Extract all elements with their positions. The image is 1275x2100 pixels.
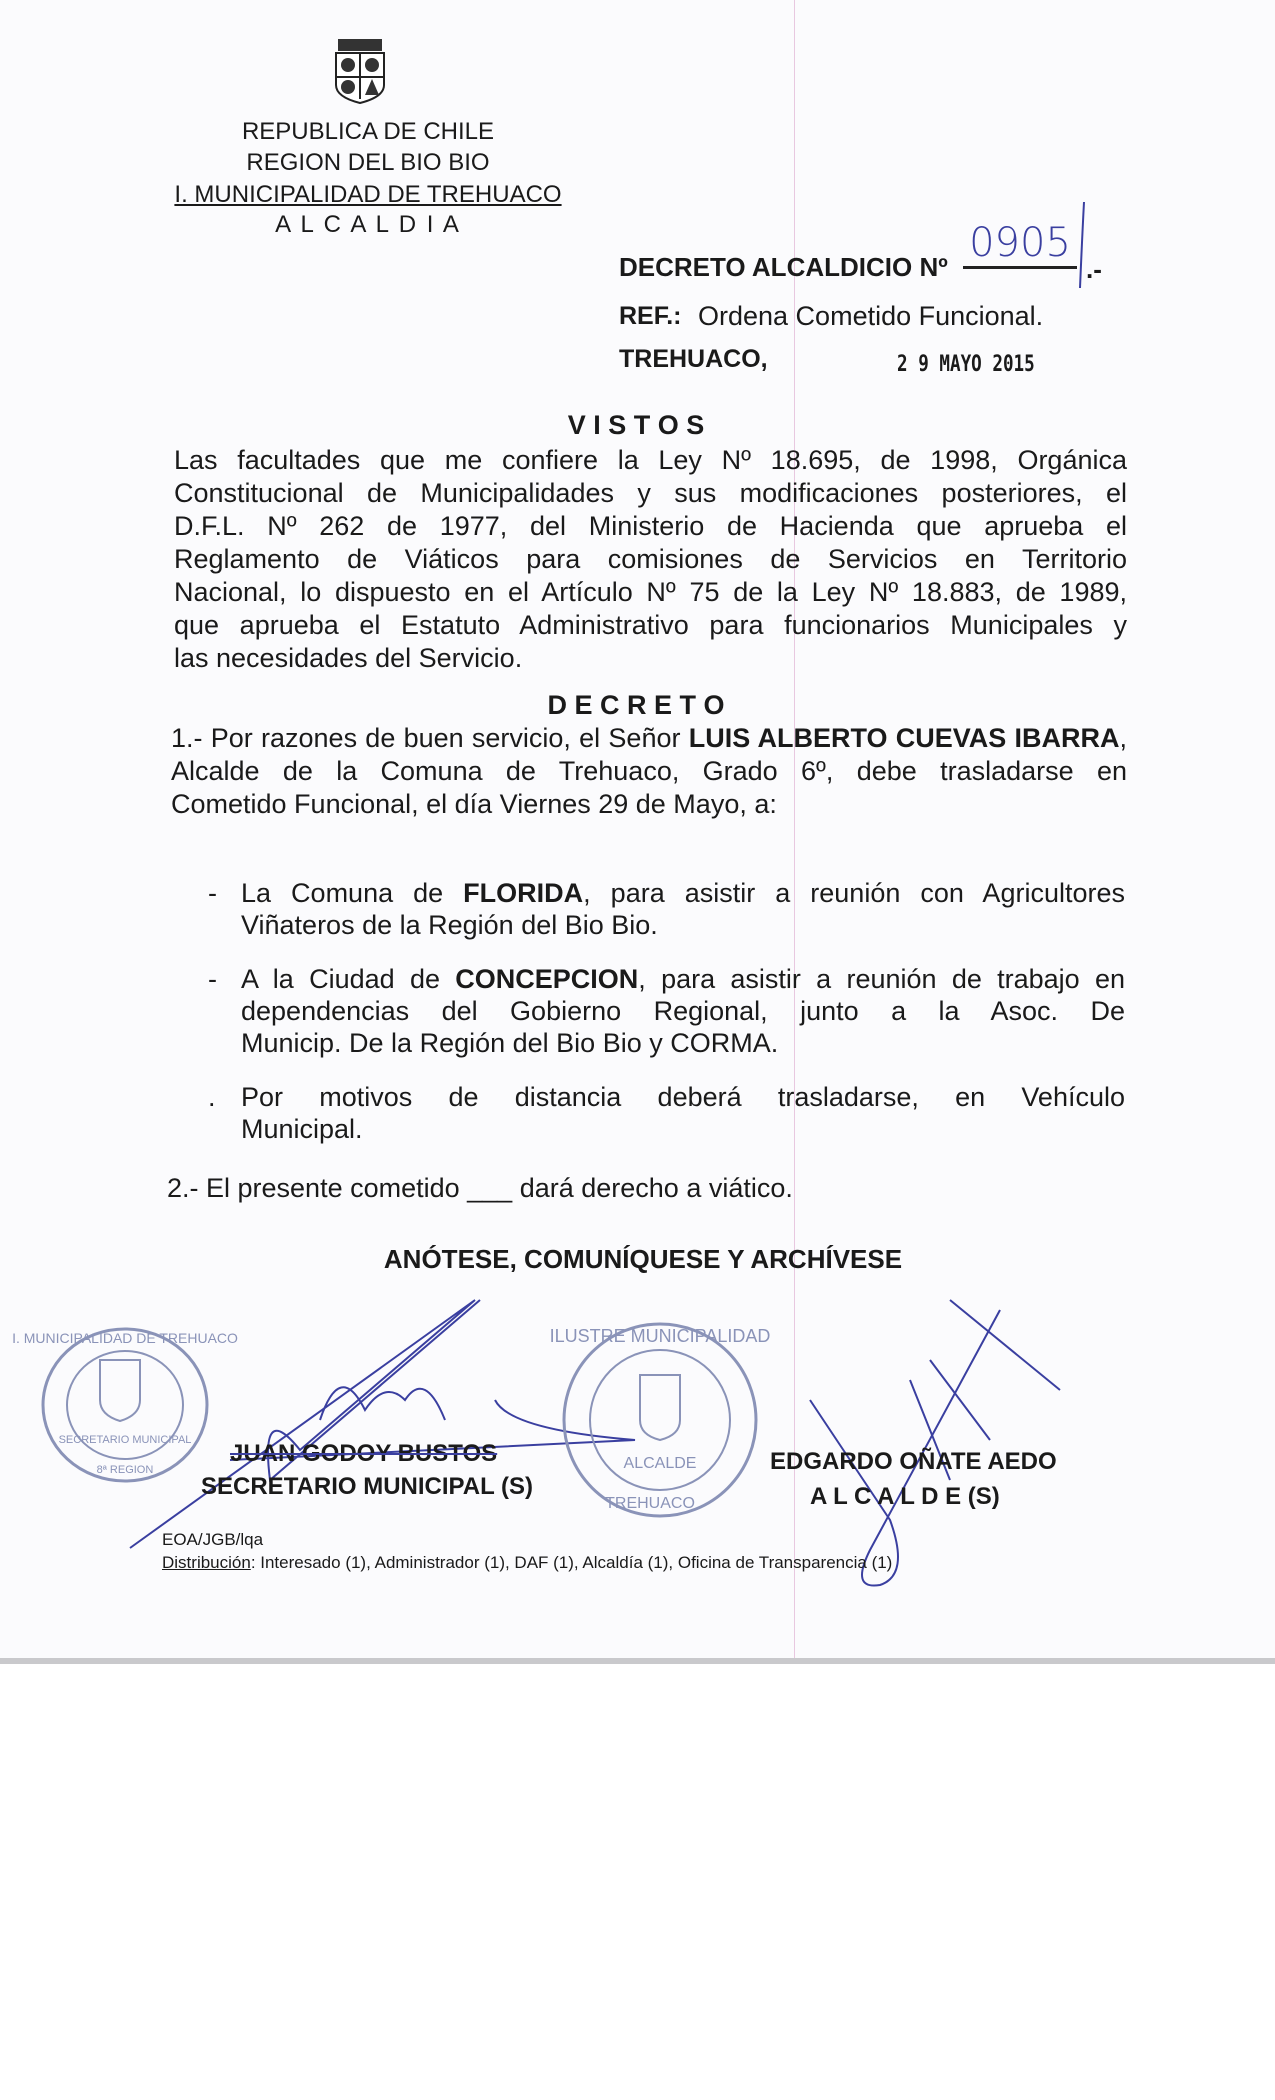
vistos-line: Nacional, lo dispuesto en el Artículo Nº 75 de la Ley Nº 18.883, de 1989, bbox=[174, 577, 1127, 607]
vistos-line: las necesidades del Servicio. bbox=[174, 643, 523, 673]
ref-label: REF.: bbox=[619, 302, 682, 330]
vistos-line: que aprueba el Estatuto Administrativo para funcionarios Municipales y bbox=[174, 610, 1127, 640]
vistos-line: Constitucional de Municipalidades y sus modificaciones posteriores, el bbox=[174, 478, 1127, 508]
secretary-title: SECRETARIO MUNICIPAL (S) bbox=[201, 1473, 534, 1500]
item1-line2: Alcalde de la Comuna de Trehuaco, Grado 6º, debe trasladarse en bbox=[171, 756, 1127, 786]
coat-of-arms-logo bbox=[328, 37, 392, 105]
stamp-bottom-text: 8ª REGION bbox=[96, 1464, 154, 1476]
bullet-marker: - bbox=[208, 878, 217, 908]
item1-line1: 1.- Por razones de buen servicio, el Señor LUIS ALBERTO CUEVAS IBARRA, bbox=[171, 723, 1127, 753]
header-office: A L C A L D I A bbox=[275, 211, 461, 238]
header-region: REGION DEL BIO BIO bbox=[246, 149, 490, 176]
vistos-line: D.F.L. Nº 262 de 1977, del Ministerio de Hacienda que aprueba el bbox=[174, 511, 1127, 541]
bullet-3-line: Municipal. bbox=[241, 1114, 363, 1144]
vistos-line: Reglamento de Viáticos para comisiones de Servicios en Territorio bbox=[174, 544, 1127, 574]
mayor-name: EDGARDO OÑATE AEDO bbox=[770, 1448, 1057, 1475]
decree-number: 0905 bbox=[963, 220, 1077, 269]
place: TREHUACO, bbox=[619, 345, 768, 373]
stamp-bottom-text: TREHUACO bbox=[605, 1495, 695, 1512]
secretary-name: JUAN GODOY BUSTOS bbox=[230, 1440, 498, 1467]
stamp-ring-text: ILUSTRE MUNICIPALIDAD bbox=[549, 1326, 771, 1346]
bullet-1-line: La Comuna de FLORIDA, para asistir a reunión con Agricultores bbox=[241, 878, 1125, 908]
stamp-center-text: SECRETARIO MUNICIPAL bbox=[58, 1434, 192, 1446]
bullet-marker: - bbox=[208, 964, 217, 994]
header-country: REPUBLICA DE CHILE bbox=[241, 118, 495, 145]
date-stamp: 2 9 MAYO 2015 bbox=[897, 352, 1035, 377]
bullet-2-line: Municip. De la Región del Bio Bio y CORMA. bbox=[241, 1028, 779, 1058]
bullet-1-line: Viñateros de la Región del Bio Bio. bbox=[241, 910, 658, 940]
bullet-3-line: Por motivos de distancia deberá trasladarse, en Vehículo bbox=[241, 1082, 1125, 1112]
distribution-list: Distribución: Interesado (1), Administrador (1), DAF (1), Alcaldía (1), Oficina de Transparencia (1) bbox=[162, 1553, 893, 1572]
ref-text: Ordena Cometido Funcional. bbox=[698, 301, 1044, 331]
handwritten-slash bbox=[1070, 200, 1090, 290]
mayor-signature bbox=[790, 1290, 1080, 1590]
stamp-center-text: ALCALDE bbox=[623, 1455, 697, 1472]
item1-line3: Cometido Funcional, el día Viernes 29 de Mayo, a: bbox=[171, 789, 777, 819]
decreto-heading: D E C R E T O bbox=[547, 690, 725, 720]
bullet-marker: . bbox=[208, 1082, 216, 1112]
decree-title: DECRETO ALCALDICIO Nº bbox=[619, 252, 948, 282]
bullet-2-line: A la Ciudad de CONCEPCION, para asistir a reunión de trabajo en bbox=[241, 964, 1126, 994]
initials: EOA/JGB/lqa bbox=[162, 1530, 264, 1549]
closing-formula: ANÓTESE, COMUNÍQUESE Y ARCHÍVESE bbox=[383, 1244, 903, 1274]
header-municipality: I. MUNICIPALIDAD DE TREHUACO bbox=[174, 181, 562, 208]
bullet-2-line: dependencias del Gobierno Regional, junto a la Asoc. De bbox=[241, 996, 1125, 1026]
vistos-line: Las facultades que me confiere la Ley Nº 18.695, de 1998, Orgánica bbox=[174, 445, 1127, 475]
decree-suffix: .- bbox=[1086, 254, 1102, 284]
mayor-stamp bbox=[549, 1320, 771, 1520]
item2: 2.- El presente cometido ___ dará derecho a viático. bbox=[167, 1173, 793, 1203]
stamp-ring-text: I. MUNICIPALIDAD DE TREHUACO bbox=[12, 1330, 238, 1346]
vistos-heading: V I S T O S bbox=[567, 410, 705, 440]
mayor-title: A L C A L D E (S) bbox=[810, 1483, 1000, 1510]
